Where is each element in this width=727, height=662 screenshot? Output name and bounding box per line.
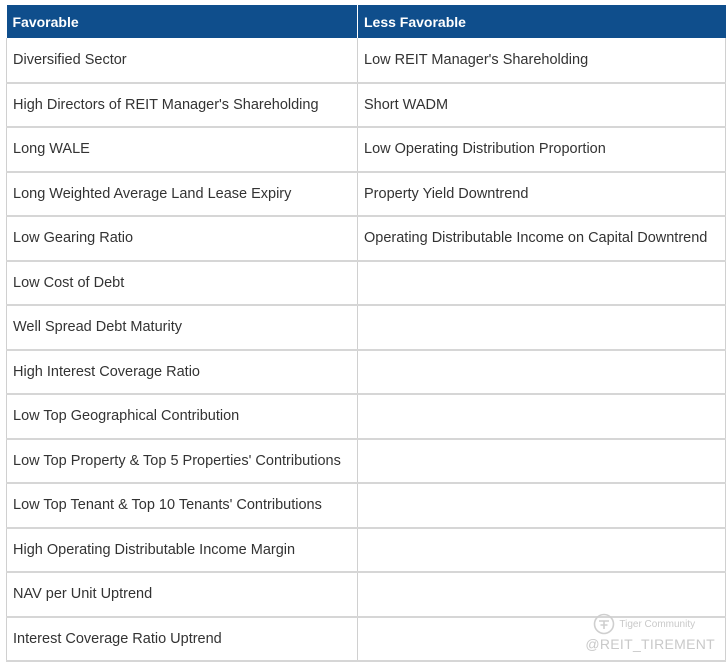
table-body	[7, 38, 726, 661]
less-favorable-cell	[358, 572, 726, 617]
reit-criteria-table	[6, 5, 726, 662]
favorable-cell: High Operating Distributable Income Margin	[7, 528, 358, 573]
watermark-brand-row	[593, 612, 715, 636]
favorable-cell: Low Cost of Debt	[7, 261, 358, 306]
table-row	[7, 83, 726, 128]
less-favorable-cell	[358, 305, 726, 350]
header-favorable: Favorable	[7, 5, 358, 38]
header-less-favorable: Less Favorable	[358, 5, 726, 38]
table-row	[7, 216, 726, 261]
table-row	[7, 172, 726, 217]
less-favorable-cell: Low REIT Manager's Shareholding	[358, 38, 726, 83]
table-row	[7, 394, 726, 439]
favorable-cell: NAV per Unit Uptrend	[7, 572, 358, 617]
favorable-cell: Interest Coverage Ratio Uptrend	[7, 617, 358, 662]
less-favorable-cell: Short WADM	[358, 83, 726, 128]
favorable-cell: High Interest Coverage Ratio	[7, 350, 358, 395]
less-favorable-cell	[358, 394, 726, 439]
table-row	[7, 528, 726, 573]
less-favorable-cell	[358, 439, 726, 484]
table-header-row	[7, 5, 726, 38]
favorable-cell: Low Gearing Ratio	[7, 216, 358, 261]
tiger-logo-icon	[593, 613, 615, 635]
favorable-cell: Well Spread Debt Maturity	[7, 305, 358, 350]
favorable-cell: Low Top Geographical Contribution	[7, 394, 358, 439]
table-row	[7, 38, 726, 83]
table-row	[7, 439, 726, 484]
less-favorable-cell: Operating Distributable Income on Capital Downtrend	[358, 216, 726, 261]
table-row	[7, 572, 726, 617]
less-favorable-cell: Low Operating Distribution Proportion	[358, 127, 726, 172]
table-row	[7, 305, 726, 350]
less-favorable-cell	[358, 350, 726, 395]
less-favorable-cell	[358, 261, 726, 306]
watermark	[585, 612, 715, 652]
favorable-cell: Long Weighted Average Land Lease Expiry	[7, 172, 358, 217]
favorable-cell: Diversified Sector	[7, 38, 358, 83]
less-favorable-cell: Property Yield Downtrend	[358, 172, 726, 217]
watermark-brand: Tiger Community	[619, 618, 696, 630]
table-row	[7, 127, 726, 172]
watermark-handle: @REIT_TIREMENT	[585, 636, 715, 652]
less-favorable-cell	[358, 483, 726, 528]
table-row	[7, 483, 726, 528]
favorable-cell: Long WALE	[7, 127, 358, 172]
table-row	[7, 261, 726, 306]
table-row	[7, 350, 726, 395]
less-favorable-cell	[358, 528, 726, 573]
favorable-cell: Low Top Tenant & Top 10 Tenants' Contributions	[7, 483, 358, 528]
favorable-cell: Low Top Property & Top 5 Properties' Contributions	[7, 439, 358, 484]
favorable-cell: High Directors of REIT Manager's Shareholding	[7, 83, 358, 128]
